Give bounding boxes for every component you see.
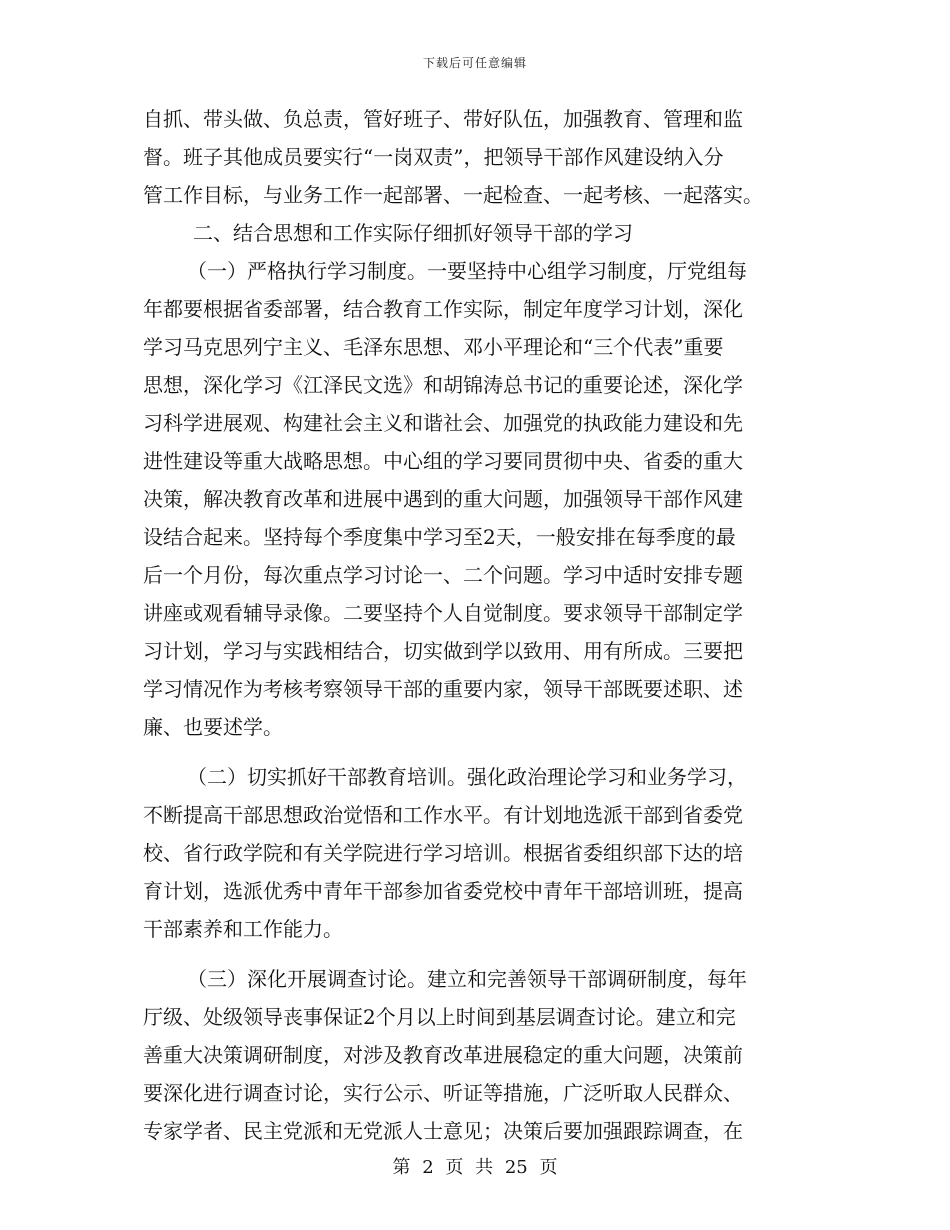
text-line: 进性建设等重大战略思想。中心组的学习要同贯彻中央、省委的重大 (143, 449, 743, 473)
text-line: 设结合起来。坚持每个季度集中学习至2天，一般安排在每季度的最 (143, 525, 736, 549)
text-line: 干部素养和工作能力。 (143, 917, 343, 941)
text-line: （一）严格执行学习制度。一要坚持中心组学习制度，厅党组每 (187, 259, 747, 283)
text-line: 学习情况作为考核考察领导干部的重要内家，领导干部既要述职、述 (143, 677, 743, 701)
text-line: 年都要根据省委部署，结合教育工作实际，制定年度学习计划，深化 (143, 297, 743, 321)
text-line: 习科学进展观、构建社会主义和谐社会、加强党的执政能力建设和先 (143, 411, 743, 435)
text-line: 厅级、处级领导丧事保证2个月以上时间到基层调查讨论。建立和完 (143, 1005, 736, 1029)
text-line: 专家学者、民主党派和无党派人士意见；决策后要加强跟踪调查，在 (143, 1119, 743, 1143)
text-line: 后一个月份，每次重点学习讨论一、二个问题。学习中适时安排专题 (143, 563, 743, 587)
text-line: 学习马克思列宁主义、毛泽东思想、邓小平理论和“三个代表”重要 (143, 335, 724, 359)
text-line: 要深化进行调查讨论，实行公示、听证等措施，广泛听取人民群众、 (143, 1081, 743, 1105)
text-line: 廉、也要述学。 (143, 715, 283, 739)
text-line: 讲座或观看辅导录像。二要坚持个人自觉制度。要求领导干部制定学 (143, 601, 743, 625)
text-line: 管工作目标，与业务工作一起部署、一起检查、一起考核、一起落实。 (143, 183, 763, 207)
section-heading: 二、结合思想和工作实际仔细抓好领导干部的学习 (193, 221, 633, 245)
text-line: （三）深化开展调查讨论。建立和完善领导干部调研制度，每年 (187, 967, 747, 991)
page-header: 下载后可任意编辑 (422, 56, 527, 70)
text-line: 督。班子其他成员要实行“一岗双责”，把领导干部作风建设纳入分 (143, 145, 724, 169)
text-line: 思想，深化学习《江泽民文选》和胡锦涛总书记的重要论述，深化学 (143, 373, 743, 397)
paragraph-gap (143, 948, 813, 960)
text-line: 习计划，学习与实践相结合，切实做到学以致用、用有所成。三要把 (143, 639, 743, 663)
text-line: 决策，解决教育改革和进展中遇到的重大问题，加强领导干部作风建 (143, 487, 743, 511)
paragraph-gap (143, 746, 813, 758)
text-line: 自抓、带头做、负总责，管好班子、带好队伍，加强教育、管理和监 (143, 107, 743, 131)
text-line: （二）切实抓好干部教育培训。强化政治理论学习和业务学习， (187, 765, 747, 789)
body-text (143, 100, 813, 1150)
page-footer: 第 2 页 共 25 页 (392, 1157, 558, 1178)
text-line: 善重大决策调研制度，对涉及教育改革进展稳定的重大问题，决策前 (143, 1043, 743, 1067)
text-line: 育计划，选派优秀中青年干部参加省委党校中青年干部培训班，提高 (143, 879, 743, 903)
text-line: 校、省行政学院和有关学院进行学习培训。根据省委组织部下达的培 (143, 841, 743, 865)
text-line: 不断提高干部思想政治觉悟和工作水平。有计划地选派干部到省委党 (143, 803, 743, 827)
